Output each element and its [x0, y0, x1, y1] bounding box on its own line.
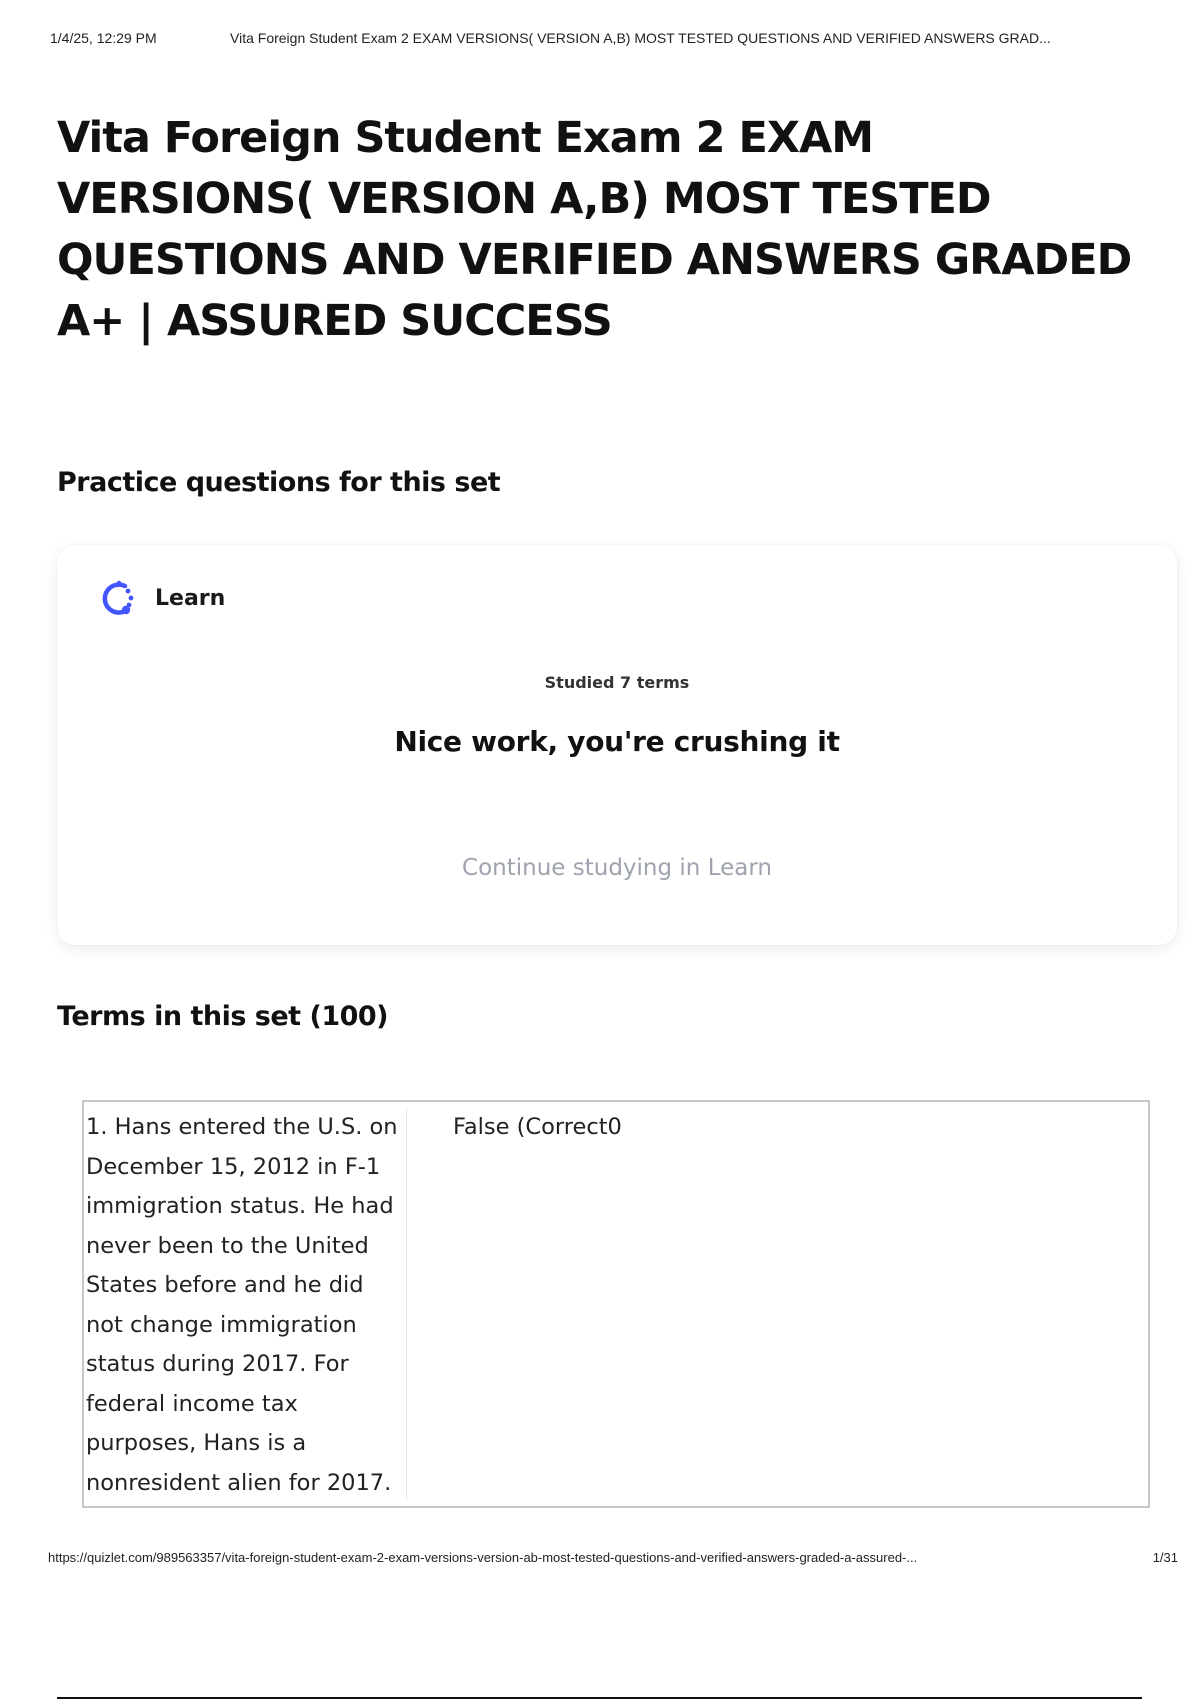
print-doc-title: Vita Foreign Student Exam 2 EXAM VERSIONS( VERSION A,B) MOST TESTED QUESTIONS AND VERIFIED ANSWERS GRAD...: [230, 30, 1051, 46]
print-footer: [48, 1550, 1188, 1565]
learn-mode-header[interactable]: [97, 577, 225, 619]
page-number: 1/31: [1152, 1550, 1178, 1565]
print-header: [50, 30, 1180, 46]
print-date: 1/4/25, 12:29 PM: [50, 30, 157, 46]
learn-card: [57, 545, 1177, 945]
definition-text: False (Correct0: [453, 1114, 622, 1140]
continue-learn-button[interactable]: Continue studying in Learn: [462, 855, 772, 881]
studied-count: Studied 7 terms: [544, 673, 690, 692]
progress-message: Nice work, you're crushing it: [394, 725, 840, 758]
learn-icon: [97, 577, 139, 619]
learn-label: Learn: [155, 585, 226, 611]
page-title: Vita Foreign Student Exam 2 EXAM VERSIONS( VERSION A,B) MOST TESTED QUESTIONS AND VERIFIED ANSWERS GRADED A+ | ASSURED SUCCESS: [57, 113, 1132, 346]
practice-heading: Practice questions for this set: [57, 467, 501, 498]
print-url: https://quizlet.com/989563357/vita-foreign-student-exam-2-exam-versions-version-ab-most-tested-questions-and-verified-answers-graded-a-assured-...: [48, 1550, 918, 1565]
page-divider: [57, 1697, 1142, 1699]
terms-heading: Terms in this set (100): [57, 1001, 389, 1032]
term-card: [82, 1100, 1150, 1508]
term-text: 1. Hans entered the U.S. on December 15, 2012 in F-1 immigration status. He had never been to the United States before and he did not change immigration status during 2017. For federal income tax purposes, Hans is a nonresident alien for 2017.: [84, 1108, 407, 1500]
